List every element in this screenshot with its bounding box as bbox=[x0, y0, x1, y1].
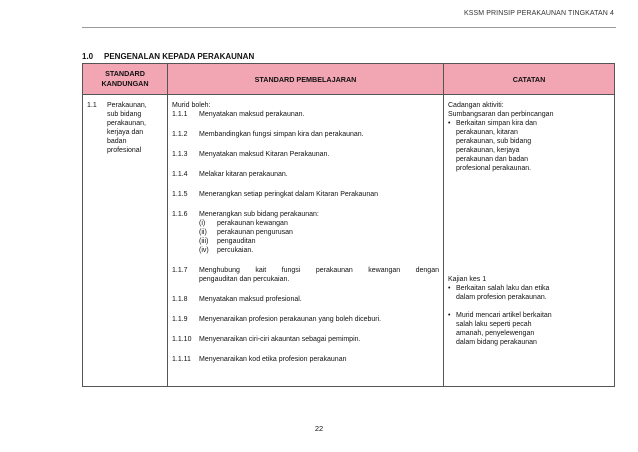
learning-standard bbox=[172, 295, 439, 304]
cadangan-title: Cadangan aktiviti: bbox=[448, 102, 504, 109]
kandungan-line: badan bbox=[107, 138, 127, 145]
standard-text: Menyatakan maksud Kitaran Perakaunan. bbox=[199, 151, 330, 158]
page-number: 22 bbox=[314, 424, 324, 433]
standard-number: 1.1.3 bbox=[172, 151, 188, 158]
bullet-line: Berkaitan simpan kira dan bbox=[456, 120, 537, 127]
standard-number: 1.1.5 bbox=[172, 191, 188, 198]
standard-number: 1.1.9 bbox=[172, 316, 188, 323]
header-kandungan-text: STANDARD KANDUNGAN bbox=[101, 69, 149, 88]
standards-table bbox=[82, 63, 615, 387]
catatan-cell bbox=[444, 95, 615, 387]
pembelajaran-cell bbox=[168, 95, 444, 387]
running-header: KSSM PRINSIP PERAKAUNAN TINGKATAN 4 bbox=[463, 10, 614, 17]
table-header-row bbox=[83, 64, 615, 95]
sub-bidang-item bbox=[172, 237, 439, 246]
bullet-line: profesional perakaunan. bbox=[456, 165, 532, 172]
sub-bidang-number: (i) bbox=[199, 220, 206, 227]
header-catatan: CATATAN bbox=[444, 64, 615, 95]
bullet-line: perakaunan, kitaran bbox=[456, 129, 518, 136]
pembelajaran-intro: Murid boleh: bbox=[172, 102, 211, 109]
bullet-icon: • bbox=[448, 120, 451, 127]
learning-standard bbox=[172, 190, 439, 199]
bullet-line: dalam profesion perakaunan. bbox=[456, 294, 547, 301]
sub-bidang-text: perakaunan pengurusan bbox=[217, 229, 293, 236]
learning-standard bbox=[172, 210, 439, 219]
standard-text: Menyatakan maksud profesional. bbox=[199, 296, 302, 303]
standard-text: Melakar kitaran perakaunan. bbox=[199, 171, 288, 178]
kandungan-title bbox=[107, 101, 163, 155]
standard-text: Menyatakan maksud perakaunan. bbox=[199, 111, 305, 118]
standard-text: Menerangkan setiap peringkat dalam Kitaran Perakaunan bbox=[199, 191, 379, 198]
standard-number: 1.1.6 bbox=[172, 211, 188, 218]
sub-bidang-text: percukaian. bbox=[217, 247, 254, 254]
standard-text: Menyenaraikan ciri-ciri akauntan sebagai pemimpin. bbox=[199, 336, 361, 343]
standard-number: 1.1.4 bbox=[172, 171, 188, 178]
sub-bidang-item bbox=[172, 246, 439, 255]
standard-text: Menerangkan sub bidang perakaunan: bbox=[199, 211, 319, 218]
bullet-line: perakaunan, sub bidang bbox=[456, 138, 532, 145]
learning-standard bbox=[172, 335, 439, 344]
learning-standard bbox=[172, 110, 439, 119]
bullet-icon: • bbox=[448, 285, 451, 292]
learning-standard-continuation bbox=[172, 275, 439, 284]
kandungan-cell bbox=[83, 95, 168, 387]
learning-standard bbox=[172, 170, 439, 179]
cadangan-subtitle: Sumbangsaran dan perbincangan bbox=[448, 111, 554, 118]
kandungan-line: sub bidang bbox=[107, 111, 142, 118]
sub-bidang-item bbox=[172, 219, 439, 228]
table-row bbox=[83, 95, 615, 387]
standard-text: Menyenaraikan kod etika profesion perakaunan bbox=[199, 356, 347, 363]
standard-number: 1.1.7 bbox=[172, 267, 188, 274]
standard-number: 1.1.10 bbox=[172, 336, 192, 343]
bullet-line: perakaunan dan badan bbox=[456, 156, 529, 163]
bullet-item bbox=[448, 284, 610, 302]
bullet-icon: • bbox=[448, 312, 451, 319]
learning-standard bbox=[172, 315, 439, 324]
kandungan-line: Perakaunan, bbox=[107, 102, 147, 109]
standard-number: 1.1.1 bbox=[172, 111, 188, 118]
section-heading bbox=[82, 52, 254, 61]
learning-standard bbox=[172, 355, 439, 364]
standard-text: Menyenaraikan profesion perakaunan yang boleh diceburi. bbox=[199, 316, 382, 323]
kandungan-line: kerjaya dan bbox=[107, 129, 144, 136]
learning-standard bbox=[172, 150, 439, 159]
kandungan-line: perakaunan, bbox=[107, 120, 146, 127]
standard-number: 1.1.11 bbox=[172, 356, 191, 363]
bullet-line: amanah, penyelewengan bbox=[456, 330, 535, 337]
section-title: PENGENALAN KEPADA PERAKAUNAN bbox=[104, 52, 255, 61]
header-standard-kandungan bbox=[83, 64, 168, 95]
learning-standard bbox=[172, 266, 439, 275]
standard-text-continued: pengauditan dan percukaian. bbox=[199, 276, 290, 283]
learning-standard bbox=[172, 130, 439, 139]
sub-bidang-text: perakaunan kewangan bbox=[217, 220, 288, 227]
standard-number: 1.1.8 bbox=[172, 296, 188, 303]
bullet-line: Murid mencari artikel berkaitan bbox=[456, 312, 552, 319]
kandungan-line: profesional bbox=[107, 147, 142, 154]
standard-text: Membandingkan fungsi simpan kira dan perakaunan. bbox=[199, 131, 364, 138]
bullet-item bbox=[448, 119, 610, 173]
header-rule bbox=[82, 27, 616, 28]
section-number: 1.0 bbox=[82, 52, 94, 61]
bullet-line: salah laku seperti pecah bbox=[456, 321, 532, 328]
kandungan-number: 1.1 bbox=[87, 102, 97, 109]
kajian-title: Kajian kes 1 bbox=[448, 276, 487, 283]
bullet-line: perakaunan, kerjaya bbox=[456, 147, 520, 154]
standard-number: 1.1.2 bbox=[172, 131, 188, 138]
sub-bidang-number: (iv) bbox=[199, 247, 209, 254]
bullet-line: dalam bidang perakaunan bbox=[456, 339, 537, 346]
bullet-line: Berkaitan salah laku dan etika bbox=[456, 285, 550, 292]
sub-bidang-number: (iii) bbox=[199, 238, 209, 245]
header-standard-pembelajaran: STANDARD PEMBELAJARAN bbox=[168, 64, 444, 95]
sub-bidang-text: pengauditan bbox=[217, 238, 256, 245]
sub-bidang-number: (ii) bbox=[199, 229, 207, 236]
sub-bidang-item bbox=[172, 228, 439, 237]
bullet-item bbox=[448, 311, 610, 347]
standard-text: Menghubung kait fungsi perakaunan kewangan dengan bbox=[199, 267, 439, 274]
